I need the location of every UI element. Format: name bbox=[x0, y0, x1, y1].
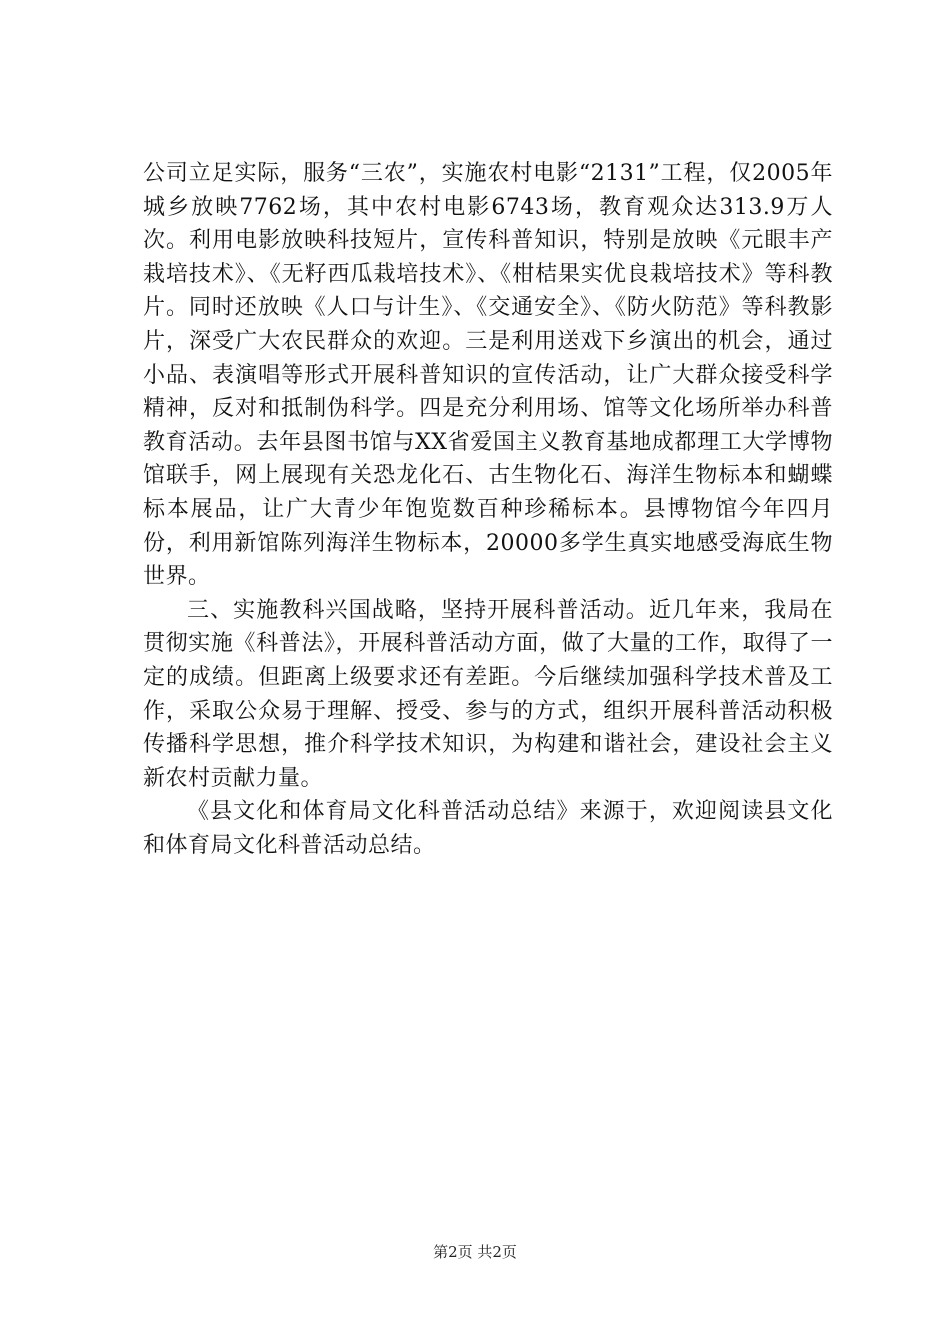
body-paragraph: 三、实施教科兴国战略，坚持开展科普活动。近几年来，我局在贯彻实施《科普法》，开展科普活动方面，做了大量的工作，取得了一定的成绩。但距离上级要求还有差距。今后继续加强科学技术普及工作，采取公众易于理解、授受、参与的方式，组织开展科普活动积极传播科学思想，推介科学技术知识，为构建和谐社会，建设社会主义新农村贡献力量。 bbox=[143, 597, 833, 791]
page-number-footer: 第2页 共2页 bbox=[433, 1243, 517, 1261]
document-body bbox=[143, 157, 833, 862]
body-paragraph: 公司立足实际，服务“三农”，实施农村电影“2131”工程，仅2005年城乡放映7762场，其中农村电影6743场，教育观众达313.9万人次。利用电影放映科技短片，宣传科普知识，特别是放映《元眼丰产栽培技术》、《无籽西瓜栽培技术》、《柑桔果实优良栽培技术》等科教片。同时还放映《人口与计生》、《交通安全》、《防火防范》等科教影片，深受广大农民群众的欢迎。三是利用送戏下乡演出的机会，通过小品、表演唱等形式开展科普知识的宣传活动，让广大群众接受科学精神，反对和抵制伪科学。四是充分利用场、馆等文化场所举办科普教育活动。去年县图书馆与XX省爱国主义教育基地成都理工大学博物馆联手，网上展现有关恐龙化石、古生物化石、海洋生物标本和蝴蝶标本展品，让广大青少年饱览数百种珍稀标本。县博物馆今年四月份，利用新馆陈列海洋生物标本，20000多学生真实地感受海底生物世界。 bbox=[143, 161, 833, 590]
closing-paragraph: 《县文化和体育局文化科普活动总结》来源于，欢迎阅读县文化和体育局文化科普活动总结。 bbox=[143, 799, 833, 858]
